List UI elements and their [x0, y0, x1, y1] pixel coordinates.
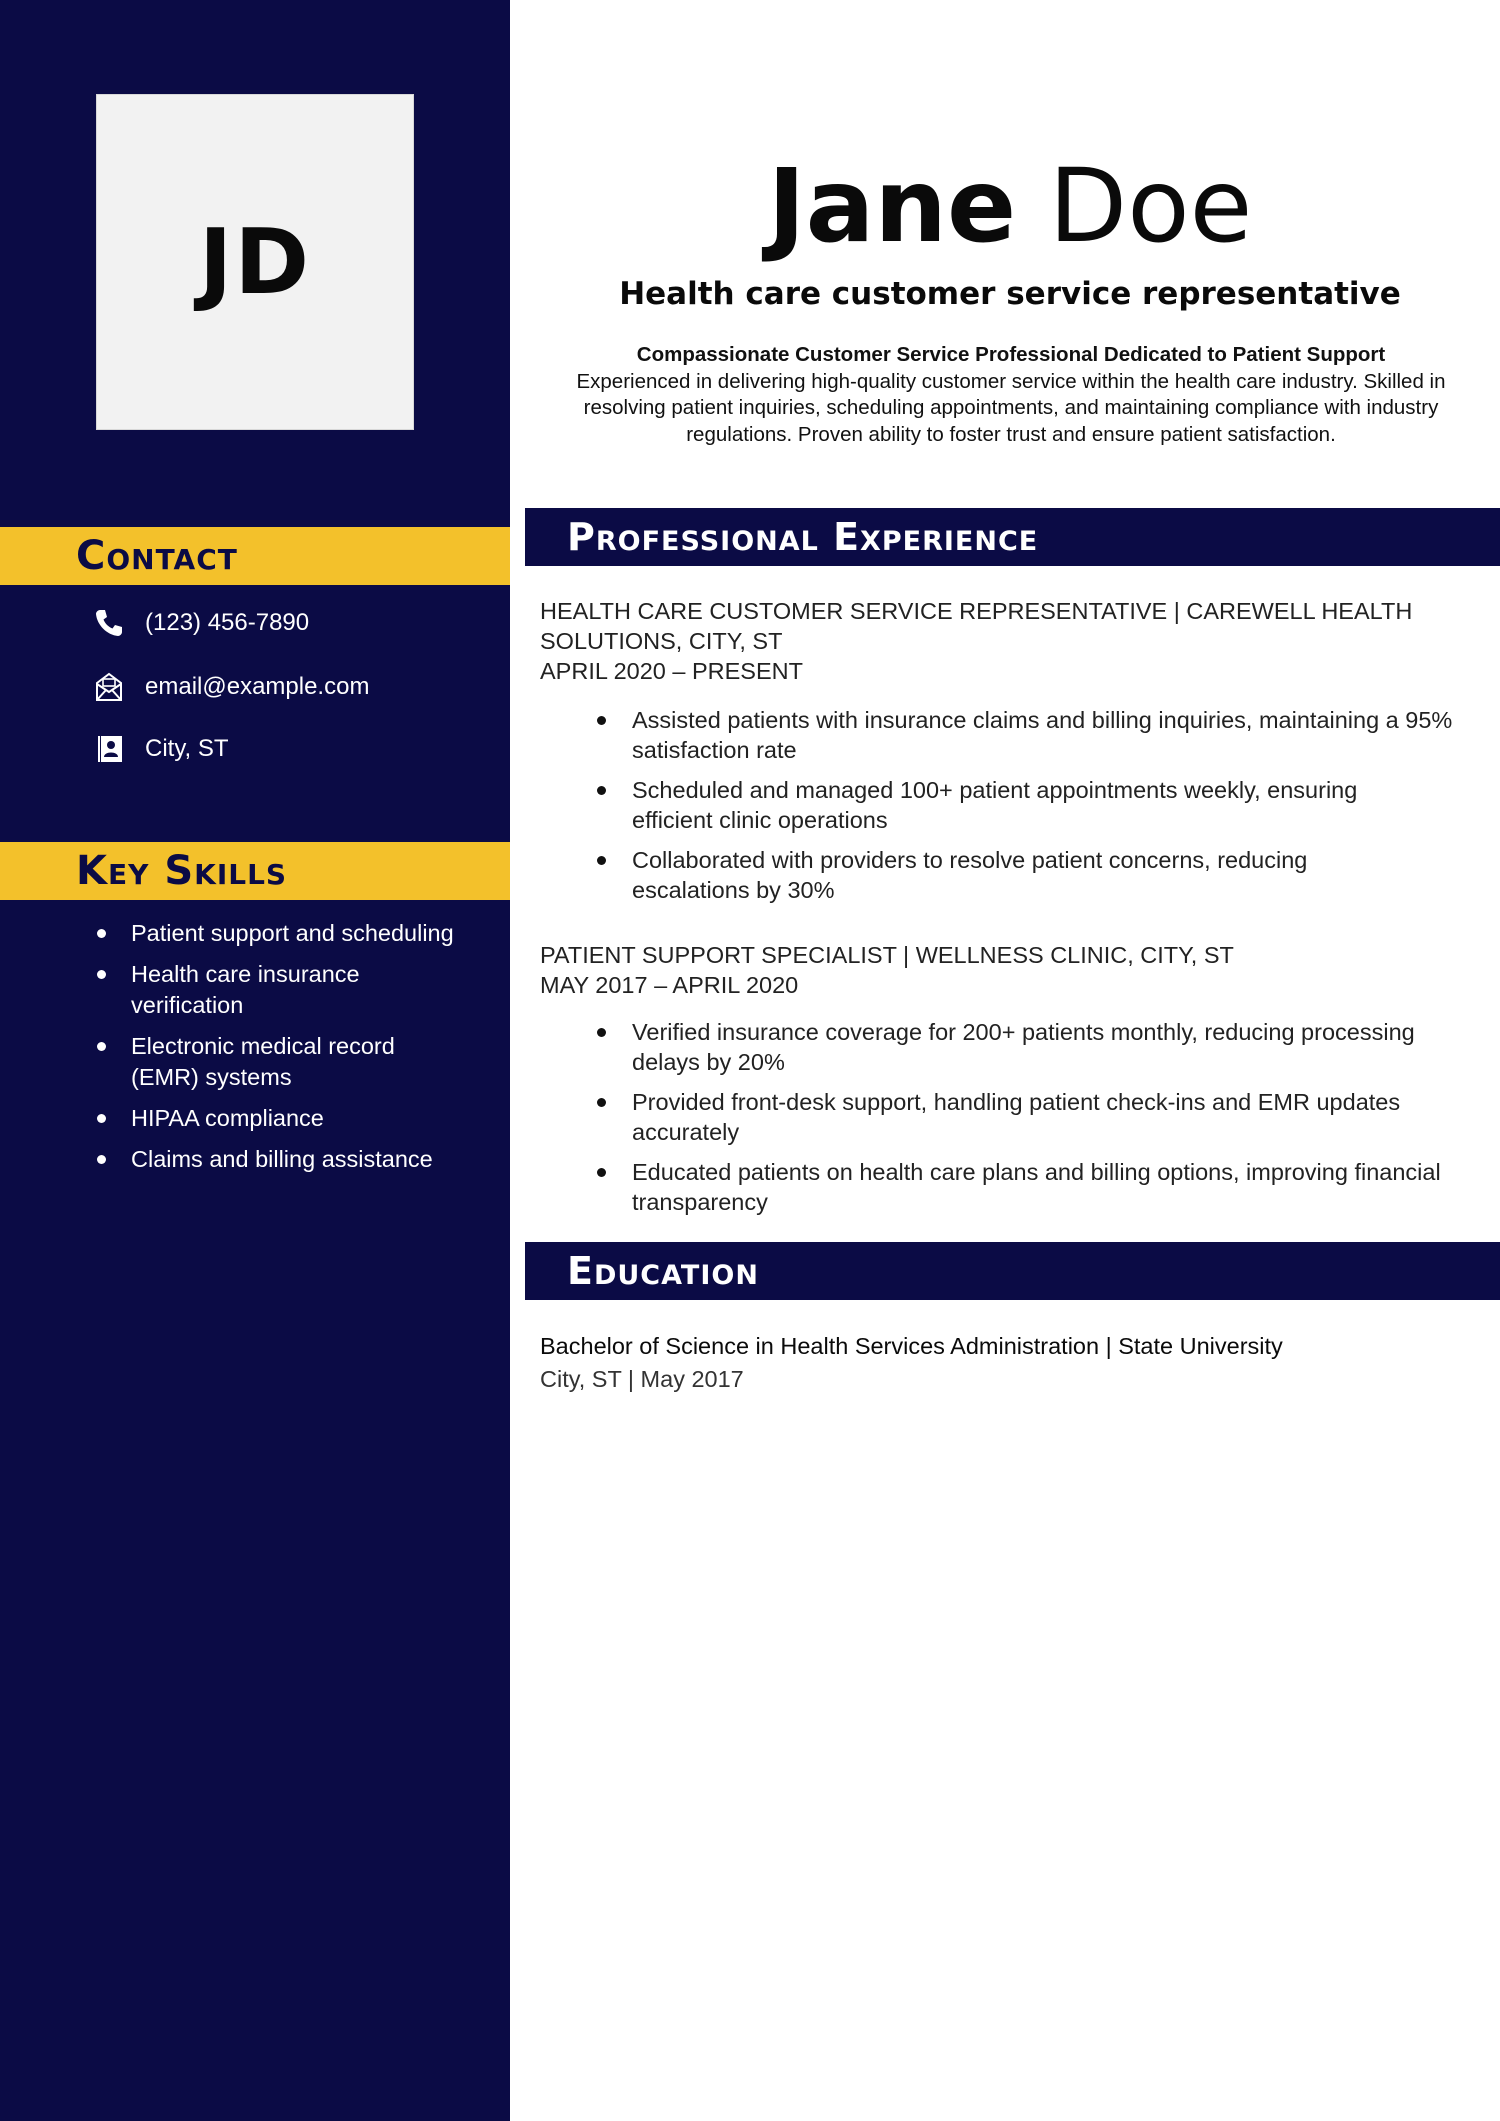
skill-item: HIPAA compliance	[93, 1103, 493, 1134]
contact-heading-band	[0, 527, 510, 585]
job-header	[540, 940, 1440, 1000]
job-bullets	[595, 705, 1475, 915]
education-degree: Bachelor of Science in Health Services Administration | State University	[540, 1333, 1283, 1359]
contact-location	[92, 732, 229, 766]
contact-phone-text: (123) 456-7890	[145, 609, 310, 636]
education-meta: City, ST | May 2017	[540, 1366, 744, 1392]
email-icon	[92, 670, 126, 704]
summary-text: Experienced in delivering high-quality customer service within the health care industry. Skilled in resolving patient inquiries, scheduling appointments, and maintaining compliance with industry regulations. Proven ability to foster trust and ensure patient satisfaction.	[576, 369, 1446, 446]
job-dates: MAY 2017 – APRIL 2020	[540, 972, 799, 998]
job-bullet: Provided front-desk support, handling patient check-ins and EMR updates accurately	[595, 1087, 1475, 1147]
job-bullet: Assisted patients with insurance claims and billing inquiries, maintaining a 95% satisfaction rate	[595, 705, 1475, 765]
experience-heading-band	[525, 508, 1500, 566]
job-bullet: Scheduled and managed 100+ patient appointments weekly, ensuring efficient clinic operations	[595, 775, 1432, 835]
job-title: PATIENT SUPPORT SPECIALIST | WELLNESS CLINIC, CITY, ST	[540, 942, 1234, 968]
experience-heading: Professional Experience	[567, 515, 1039, 559]
job-role-title: Health care customer service representative	[619, 276, 1401, 312]
monogram-box	[96, 94, 414, 430]
skill-item: Claims and billing assistance	[93, 1144, 493, 1175]
candidate-name	[530, 142, 1490, 272]
contact-heading: Contact	[76, 533, 238, 579]
job-title: HEALTH CARE CUSTOMER SERVICE REPRESENTATIVE | CAREWELL HEALTH SOLUTIONS, CITY, ST	[540, 598, 1413, 654]
contact-phone	[92, 606, 309, 640]
first-name: Jane	[767, 147, 1017, 266]
education-entry	[540, 1330, 1460, 1396]
skill-item: Electronic medical record (EMR) systems	[93, 1031, 421, 1093]
skill-item: Health care insurance verification	[93, 959, 371, 1021]
summary-tagline: Compassionate Customer Service Professional Dedicated to Patient Support	[636, 343, 1386, 366]
education-heading-band	[525, 1242, 1500, 1300]
job-header	[540, 596, 1440, 686]
sidebar	[0, 0, 510, 2121]
education-heading: Education	[567, 1249, 759, 1293]
location-icon	[92, 732, 126, 766]
contact-email	[92, 670, 369, 704]
job-bullet: Verified insurance coverage for 200+ patients monthly, reducing processing delays by 20%	[595, 1017, 1475, 1077]
skills-list	[93, 918, 493, 1185]
profile-summary	[548, 342, 1474, 448]
skills-heading-band	[0, 842, 510, 900]
skill-item: Patient support and scheduling	[93, 918, 493, 949]
contact-email-text: email@example.com	[145, 673, 370, 700]
skills-heading: Key Skills	[76, 848, 288, 894]
last-name: Doe	[1048, 147, 1253, 266]
phone-icon	[92, 606, 126, 640]
job-bullet: Collaborated with providers to resolve patient concerns, reducing escalations by 30%	[595, 845, 1412, 905]
job-bullet: Educated patients on health care plans and billing options, improving financial transparency	[595, 1157, 1452, 1217]
contact-location-text: City, ST	[145, 735, 229, 762]
job-bullets	[595, 1017, 1475, 1227]
monogram-initials: JD	[198, 209, 312, 315]
job-dates: APRIL 2020 – PRESENT	[540, 658, 803, 684]
